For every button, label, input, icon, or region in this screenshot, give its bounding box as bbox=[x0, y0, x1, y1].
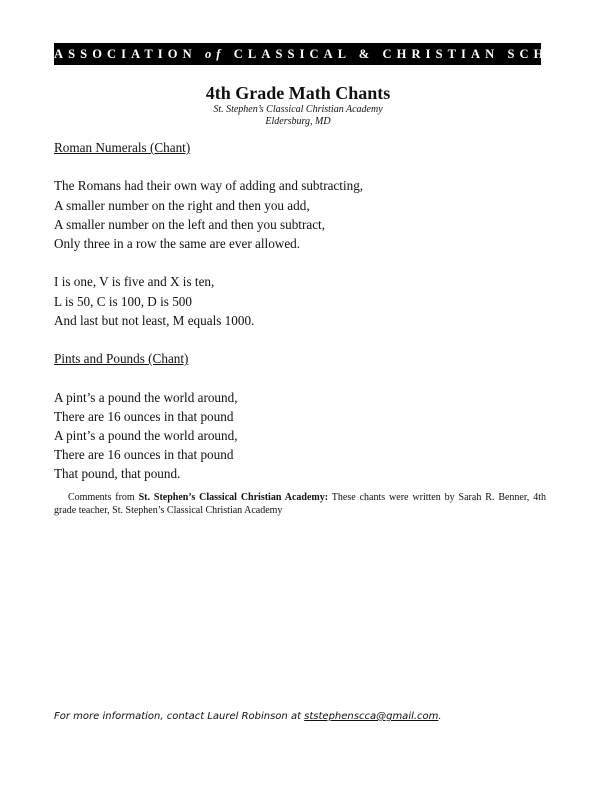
banner-schools: CLASSICAL & CHRISTIAN SCHOOLS bbox=[233, 47, 604, 61]
chant-line: There are 16 ounces in that pound bbox=[54, 408, 234, 424]
chant-line: There are 16 ounces in that pound bbox=[54, 447, 234, 463]
section-heading-pints-and-pounds: Pints and Pounds (Chant) bbox=[54, 351, 189, 367]
school-location: Eldersburg, MD bbox=[265, 116, 331, 127]
section-heading-roman-numerals: Roman Numerals (Chant) bbox=[54, 140, 191, 155]
title-block bbox=[0, 82, 596, 128]
chant-line: The Romans had their own way of adding and subtracting, bbox=[54, 178, 364, 194]
comments-paragraph bbox=[54, 491, 546, 517]
banner-of: of bbox=[204, 47, 226, 61]
comments-source: St. Stephen’s Classical Christian Academy: bbox=[138, 492, 329, 503]
chant-line: I is one, V is five and X is ten, bbox=[54, 274, 215, 290]
chant-line: And last but not least, M equals 1000. bbox=[54, 312, 255, 328]
chants-content bbox=[54, 138, 554, 484]
chant-line: Only three in a row the same are ever allowed. bbox=[54, 236, 301, 251]
contact-email-link[interactable]: ststephenscca@gmail.com bbox=[304, 711, 439, 722]
pints-and-pounds-stanza bbox=[54, 388, 554, 484]
chant-line: L is 50, C is 100, D is 500 bbox=[54, 293, 192, 309]
chant-line: That pound, that pound. bbox=[54, 466, 181, 482]
chant-line: A smaller number on the right and then you add, bbox=[54, 197, 310, 213]
association-banner bbox=[54, 43, 604, 65]
banner-association: ASSOCIATION bbox=[54, 47, 197, 61]
comments-prefix: Comments from bbox=[68, 492, 139, 503]
roman-numerals-stanza-1 bbox=[54, 176, 554, 253]
comments-text: These chants were written by Sarah R. Benner, 4th grade teacher, St. Stephen’s Classical Christian Academy bbox=[54, 492, 546, 516]
chant-line: A pint’s a pound the world around, bbox=[54, 427, 238, 443]
page-title: 4th Grade Math Chants bbox=[205, 83, 391, 103]
roman-numerals-stanza-2 bbox=[54, 272, 554, 330]
chant-line: A pint’s a pound the world around, bbox=[54, 389, 238, 405]
chant-line: A smaller number on the left and then you subtract, bbox=[54, 216, 326, 232]
footer-text: For more information, contact Laurel Robinson at bbox=[54, 711, 305, 722]
school-name: St. Stephen’s Classical Christian Academy bbox=[213, 104, 383, 115]
footer-contact bbox=[54, 710, 442, 724]
footer-end: . bbox=[438, 711, 442, 722]
